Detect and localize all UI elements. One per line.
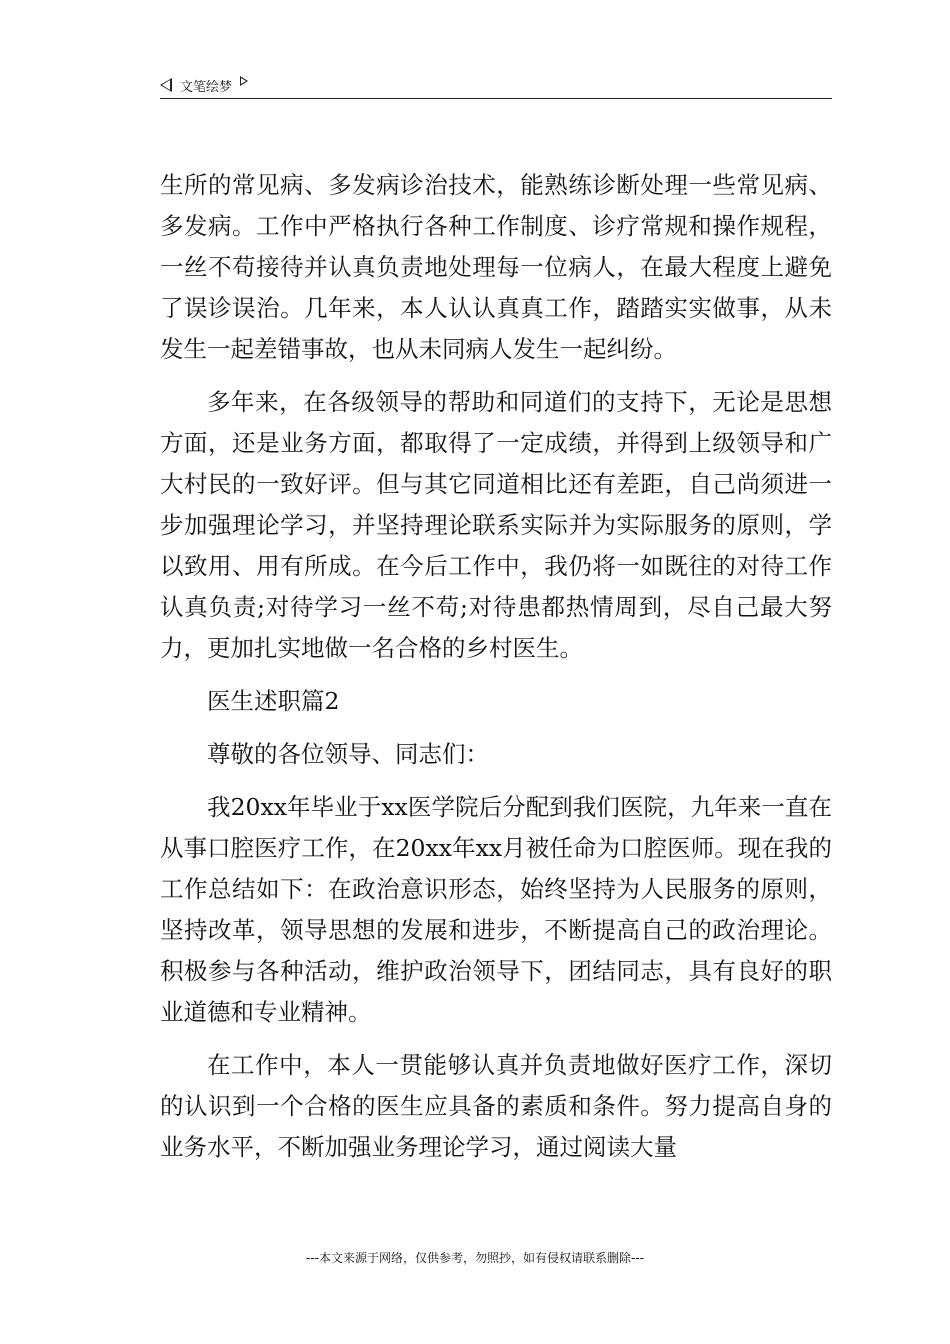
page-header <box>160 74 832 99</box>
paragraph-work: 在工作中，本人一贯能够认真并负责地做好医疗工作，深切的认识到一个合格的医生应具备的素质和条件。努力提高自身的业务水平，不断加强业务理论学习，通过阅读大量 <box>160 1051 832 1161</box>
triangle-right-icon <box>240 76 248 86</box>
footer-notice: ---本文来源于网络，仅供参考，勿照抄，如有侵权请联系删除--- <box>306 1251 644 1265</box>
brand-name: 文笔绘梦 <box>180 79 233 95</box>
paragraph-intro: 我20xx年毕业于xx医学院后分配到我们医院，九年来一直在从事口腔医疗工作，在20xx年xx月被任命为口腔医师。现在我的工作总结如下：在政治意识形态，始终坚持为人民服务的原则，坚持改革，领导思想的发展和进步，不断提高自己的政治理论。积极参与各种活动，维护政治领导下，团结同志，具有良好的职业道德和专业精神。 <box>160 793 832 1026</box>
document-body <box>160 165 832 1180</box>
paragraph-continued: 生所的常见病、多发病诊治技术，能熟练诊断处理一些常见病、多发病。工作中严格执行各种工作制度、诊疗常规和操作规程，一丝不苟接待并认真负责地处理每一位病人，在最大程度上避免了误诊误治。几年来，本人认认真真工作，踏踏实实做事，从未发生一起差错事故，也从未同病人发生一起纠纷。 <box>160 171 832 363</box>
header-brand <box>160 74 248 96</box>
salutation: 尊敬的各位领导、同志们： <box>207 740 489 768</box>
section-heading: 医生述职篇2 <box>207 687 340 715</box>
paragraph-summary: 多年来，在各级领导的帮助和同道们的支持下，无论是思想方面，还是业务方面，都取得了一定成绩，并得到上级领导和广大村民的一致好评。但与其它同道相比还有差距，自己尚须进一步加强理论学习，并坚持理论联系实际并为实际服务的原则，学以致用、用有所成。在今后工作中，我仍将一如既往的对待工作认真负责;对待学习一丝不苟;对待患都热情周到，尽自己最大努力，更加扎实地做一名合格的乡村医生。 <box>160 388 832 662</box>
triangle-left-icon <box>160 78 172 92</box>
